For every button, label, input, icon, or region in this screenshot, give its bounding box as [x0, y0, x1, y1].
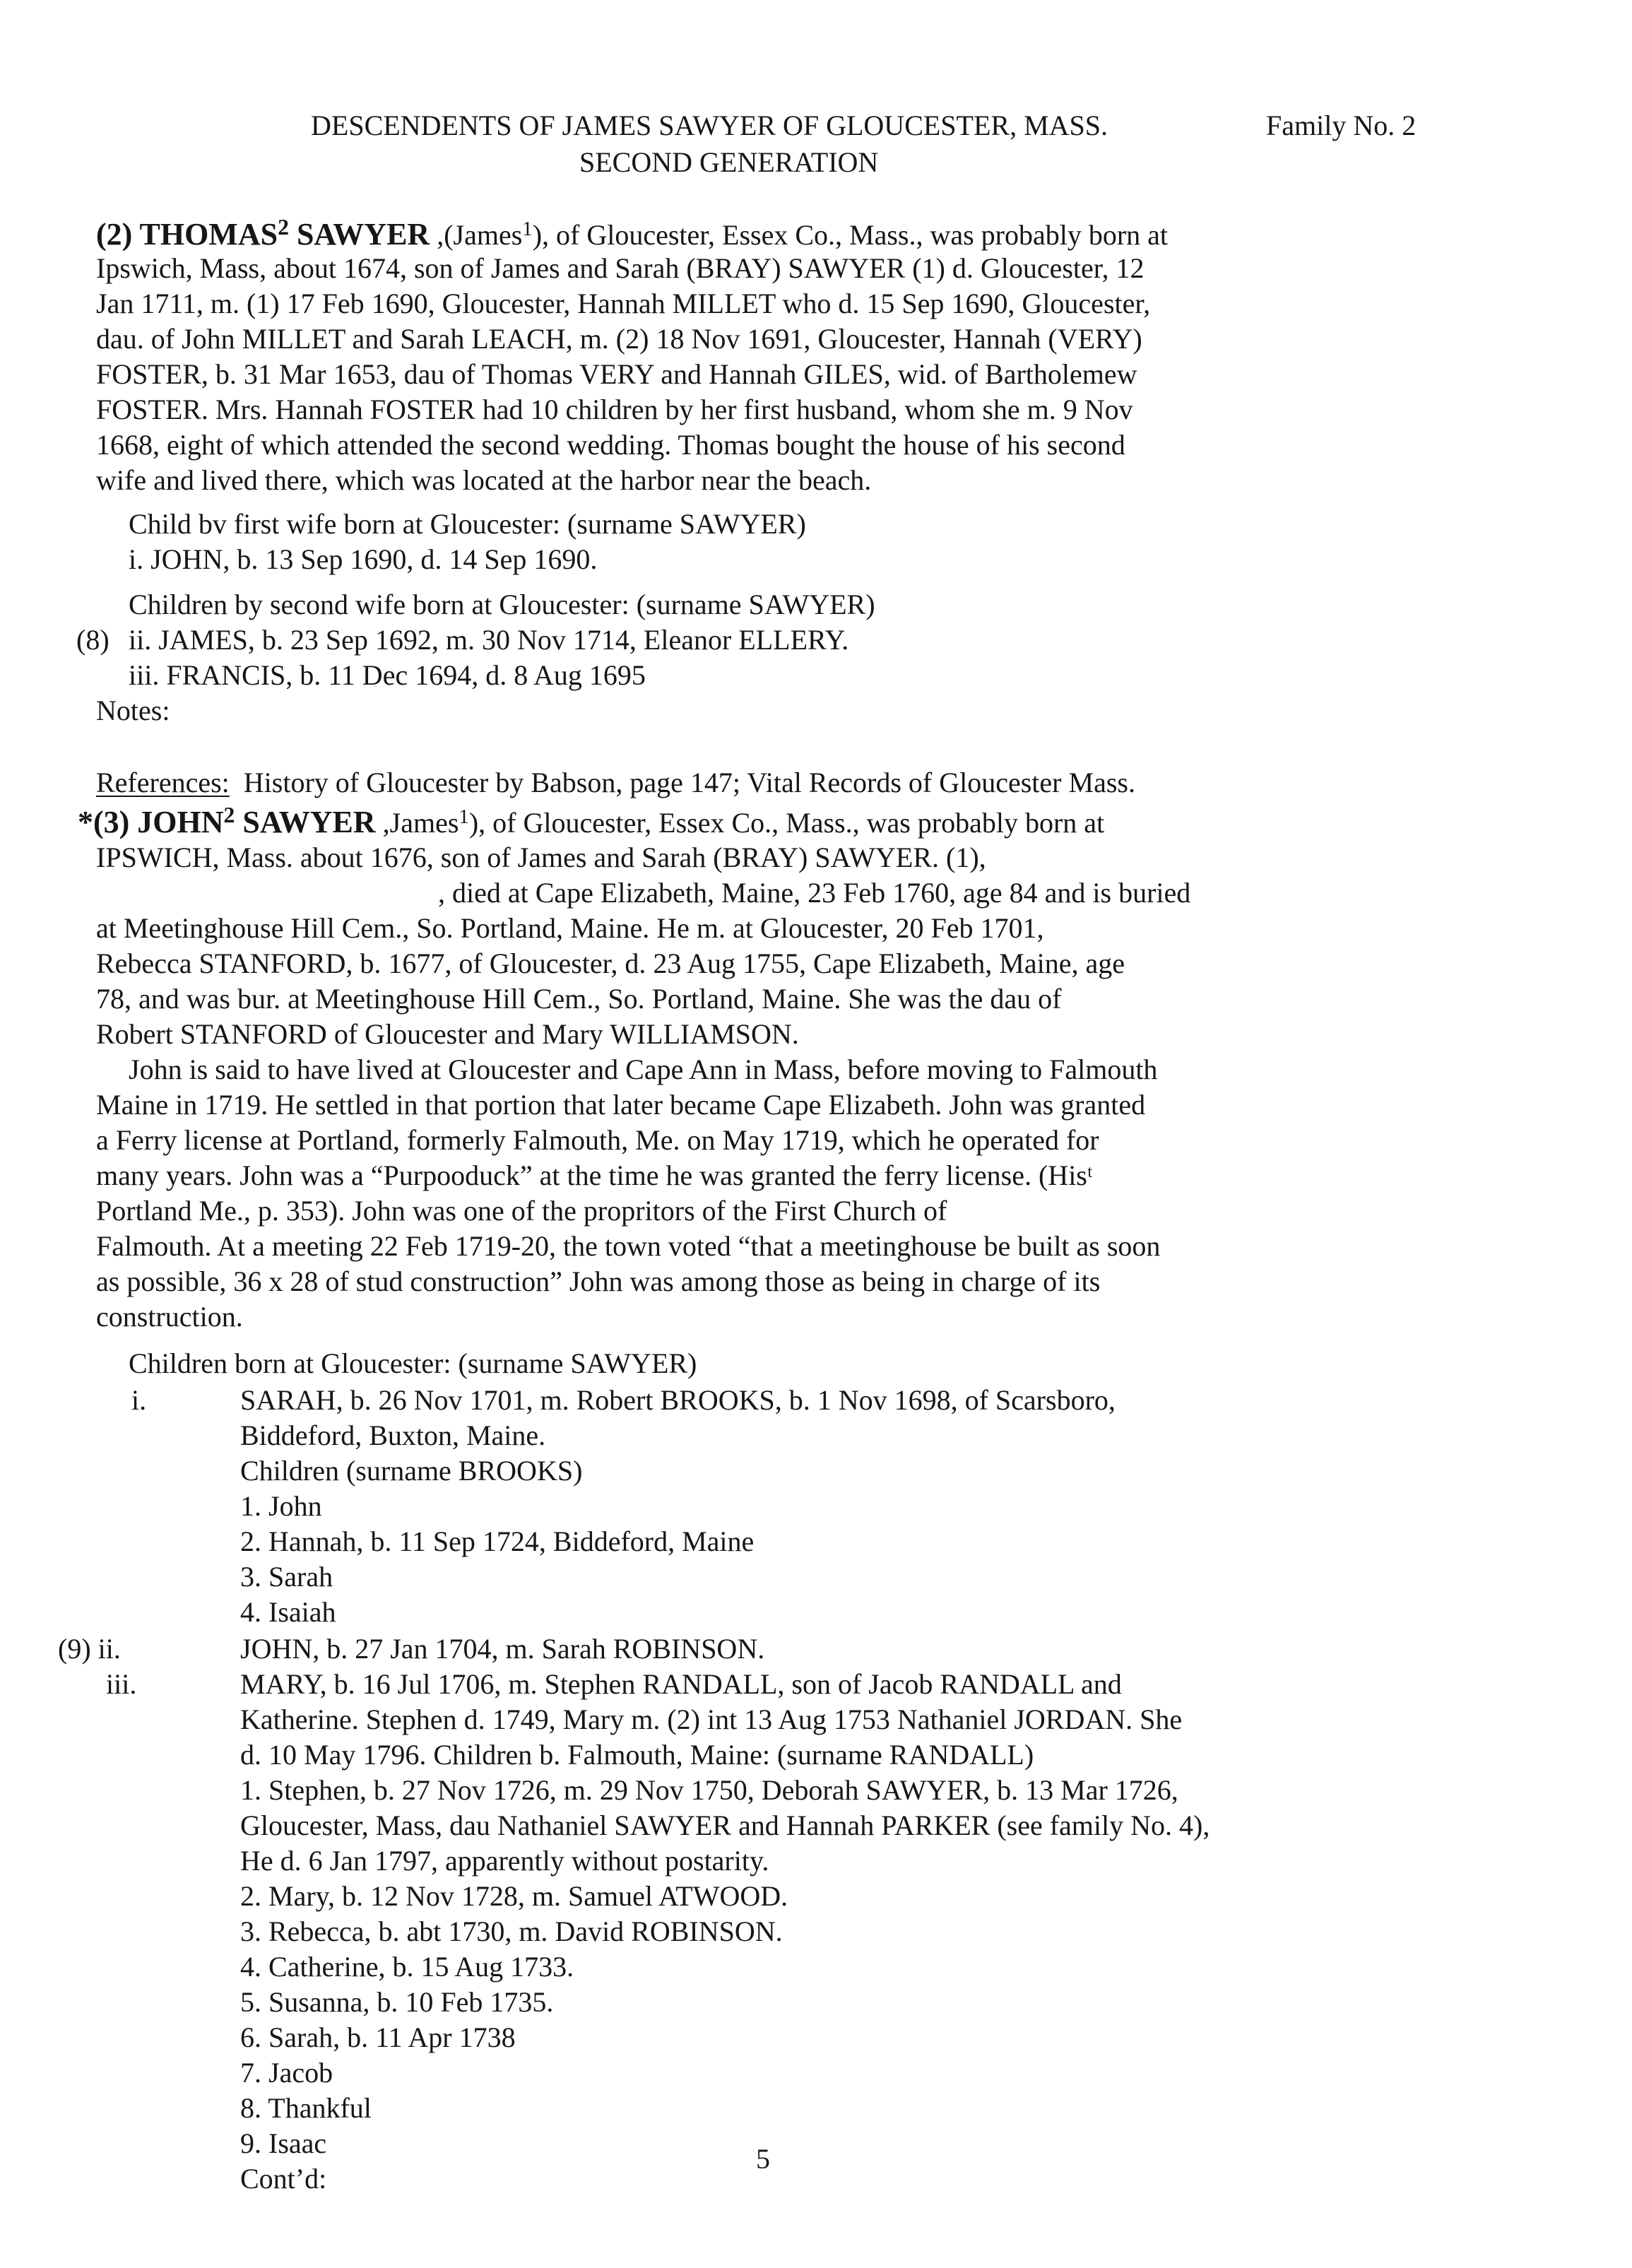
thomas-heading-line: (2) THOMAS$^2$ SAWYER ,(James$^1$), of Gloucester, Essex Co., Mass., was probably born at: [96, 214, 1169, 252]
thomas-line: dau. of John MILLET and Sarah LEACH, m. (2) 18 Nov 1691, Gloucester, Hannah (VERY): [96, 323, 1142, 355]
john-line: 78, and was bur. at Meetinghouse Hill Cem., So. Portland, Maine. She was the dau of: [96, 983, 1062, 1015]
list-item: 1. John: [240, 1490, 322, 1522]
john-paragraph-line: John is said to have lived at Gloucester and Cape Ann in Mass, before moving to Falmouth: [129, 1053, 1158, 1085]
continued-label: Cont’d:: [240, 2163, 327, 2195]
thomas-line: Jan 1711, m. (1) 17 Feb 1690, Gloucester, Hannah MILLET who d. 15 Sep 1690, Gloucester,: [96, 288, 1151, 319]
list-item: SARAH, b. 26 Nov 1701, m. Robert BROOKS, b. 1 Nov 1698, of Scarsboro,: [240, 1384, 1116, 1416]
list-item: 4. Isaiah: [240, 1596, 336, 1628]
list-item: 5. Susanna, b. 10 Feb 1735.: [240, 1986, 554, 2018]
john-line: IPSWICH, Mass. about 1676, son of James and Sarah (BRAY) SAWYER. (1),: [96, 841, 986, 873]
references-text: History of Gloucester by Babson, page 147; Vital Records of Gloucester Mass.: [243, 767, 1135, 798]
family-number: Family No. 2: [1266, 110, 1417, 141]
thomas-line: FOSTER. Mrs. Hannah FOSTER had 10 children by her first husband, whom she m. 9 Nov: [96, 394, 1133, 425]
john-children-heading: Children born at Gloucester: (surname SAWYER): [129, 1347, 697, 1379]
john-line: Robert STANFORD of Gloucester and Mary WILLIAMSON.: [96, 1018, 799, 1050]
list-item: Children (surname BROOKS): [240, 1455, 583, 1487]
list-item: Biddeford, Buxton, Maine.: [240, 1419, 546, 1451]
john-paragraph-line: as possible, 36 x 28 of stud construction” John was among those as being in charge of its: [96, 1265, 1101, 1297]
references-line: [96, 769, 1135, 797]
cross-reference: (8): [76, 624, 110, 656]
list-item: MARY, b. 16 Jul 1706, m. Stephen RANDALL, son of Jacob RANDALL and: [240, 1668, 1122, 1700]
thomas-line: wife and lived there, which was located at the harbor near the beach.: [96, 464, 872, 496]
john-paragraph-line: Maine in 1719. He settled in that portion that later became Cape Elizabeth. John was granted: [96, 1089, 1146, 1121]
child-first-wife-heading: Child bv first wife born at Gloucester: (surname SAWYER): [129, 508, 806, 540]
thomas-line: FOSTER, b. 31 Mar 1653, dau of Thomas VERY and Hannah GILES, wid. of Bartholemew: [96, 358, 1137, 390]
john-heading-line: *(3) JOHN$^2$ SAWYER ,James$^1$), of Gloucester, Essex Co., Mass., was probably born at: [78, 802, 1105, 839]
list-item: 3. Rebecca, b. abt 1730, m. David ROBINSON.: [240, 1915, 783, 1947]
list-item: 6. Sarah, b. 11 Apr 1738: [240, 2021, 516, 2053]
john-line: , died at Cape Elizabeth, Maine, 23 Feb 1760, age 84 and is buried: [438, 877, 1191, 909]
child-number: (9) ii.: [58, 1633, 121, 1665]
list-item: Gloucester, Mass, dau Nathaniel SAWYER and Hannah PARKER (see family No. 4),: [240, 1809, 1210, 1841]
child-number: iii.: [106, 1668, 137, 1700]
list-item: d. 10 May 1796. Children b. Falmouth, Maine: (surname RANDALL): [240, 1739, 1034, 1771]
list-item: 8. Thankful: [240, 2092, 372, 2124]
john-name: *(3) JOHN$^2$ SAWYER: [78, 802, 376, 839]
child-number: i.: [131, 1384, 147, 1416]
john-paragraph-line: Portland Me., p. 353). John was one of the propritors of the First Church of: [96, 1195, 947, 1227]
john-line: at Meetinghouse Hill Cem., So. Portland, Maine. He m. at Gloucester, 20 Feb 1701,: [96, 912, 1044, 944]
list-item: JOHN, b. 27 Jan 1704, m. Sarah ROBINSON.: [240, 1633, 765, 1665]
list-item: 9. Isaac: [240, 2127, 327, 2159]
generation-heading: SECOND GENERATION: [579, 146, 879, 178]
john-line: Rebecca STANFORD, b. 1677, of Gloucester, d. 23 Aug 1755, Cape Elizabeth, Maine, age: [96, 947, 1125, 979]
thomas-line: Ipswich, Mass, about 1674, son of James and Sarah (BRAY) SAWYER (1) d. Gloucester, 12: [96, 252, 1145, 284]
list-item: 7. Jacob: [240, 2057, 333, 2089]
references-label: References:: [96, 767, 230, 798]
list-item: 2. Mary, b. 12 Nov 1728, m. Samuel ATWOOD.: [240, 1880, 788, 1912]
list-item: 4. Catherine, b. 15 Aug 1733.: [240, 1951, 574, 1983]
john-paragraph-line: many years. John was a “Purpooduck” at the time he was granted the ferry license. (Hisᵗ: [96, 1159, 1093, 1191]
john-paragraph-line: Falmouth. At a meeting 22 Feb 1719-20, the town voted “that a meetinghouse be built as soon: [96, 1230, 1161, 1262]
children-second-wife-heading: Children by second wife born at Gloucester: (surname SAWYER): [129, 589, 875, 620]
list-item: He d. 6 Jan 1797, apparently without postarity.: [240, 1845, 769, 1877]
list-item: 1. Stephen, b. 27 Nov 1726, m. 29 Nov 1750, Deborah SAWYER, b. 13 Mar 1726,: [240, 1774, 1178, 1806]
john-paragraph-line: construction.: [96, 1301, 243, 1333]
notes-label: Notes:: [96, 695, 170, 726]
page-number: 5: [756, 2143, 770, 2175]
list-item: 3. Sarah: [240, 1561, 333, 1593]
page-title: DESCENDENTS OF JAMES SAWYER OF GLOUCESTER, MASS.: [311, 110, 1108, 141]
list-item: 2. Hannah, b. 11 Sep 1724, Biddeford, Maine: [240, 1525, 755, 1557]
list-item: iii. FRANCIS, b. 11 Dec 1694, d. 8 Aug 1695: [129, 659, 646, 691]
john-paragraph-line: a Ferry license at Portland, formerly Falmouth, Me. on May 1719, which he operated for: [96, 1124, 1099, 1156]
list-item: Katherine. Stephen d. 1749, Mary m. (2) int 13 Aug 1753 Nathaniel JORDAN. She: [240, 1703, 1183, 1735]
thomas-line: 1668, eight of which attended the second wedding. Thomas bought the house of his second: [96, 429, 1125, 461]
list-item: ii. JAMES, b. 23 Sep 1692, m. 30 Nov 1714, Eleanor ELLERY.: [129, 624, 849, 656]
thomas-name: (2) THOMAS$^2$ SAWYER: [96, 214, 430, 252]
list-item: i. JOHN, b. 13 Sep 1690, d. 14 Sep 1690.: [129, 543, 598, 575]
